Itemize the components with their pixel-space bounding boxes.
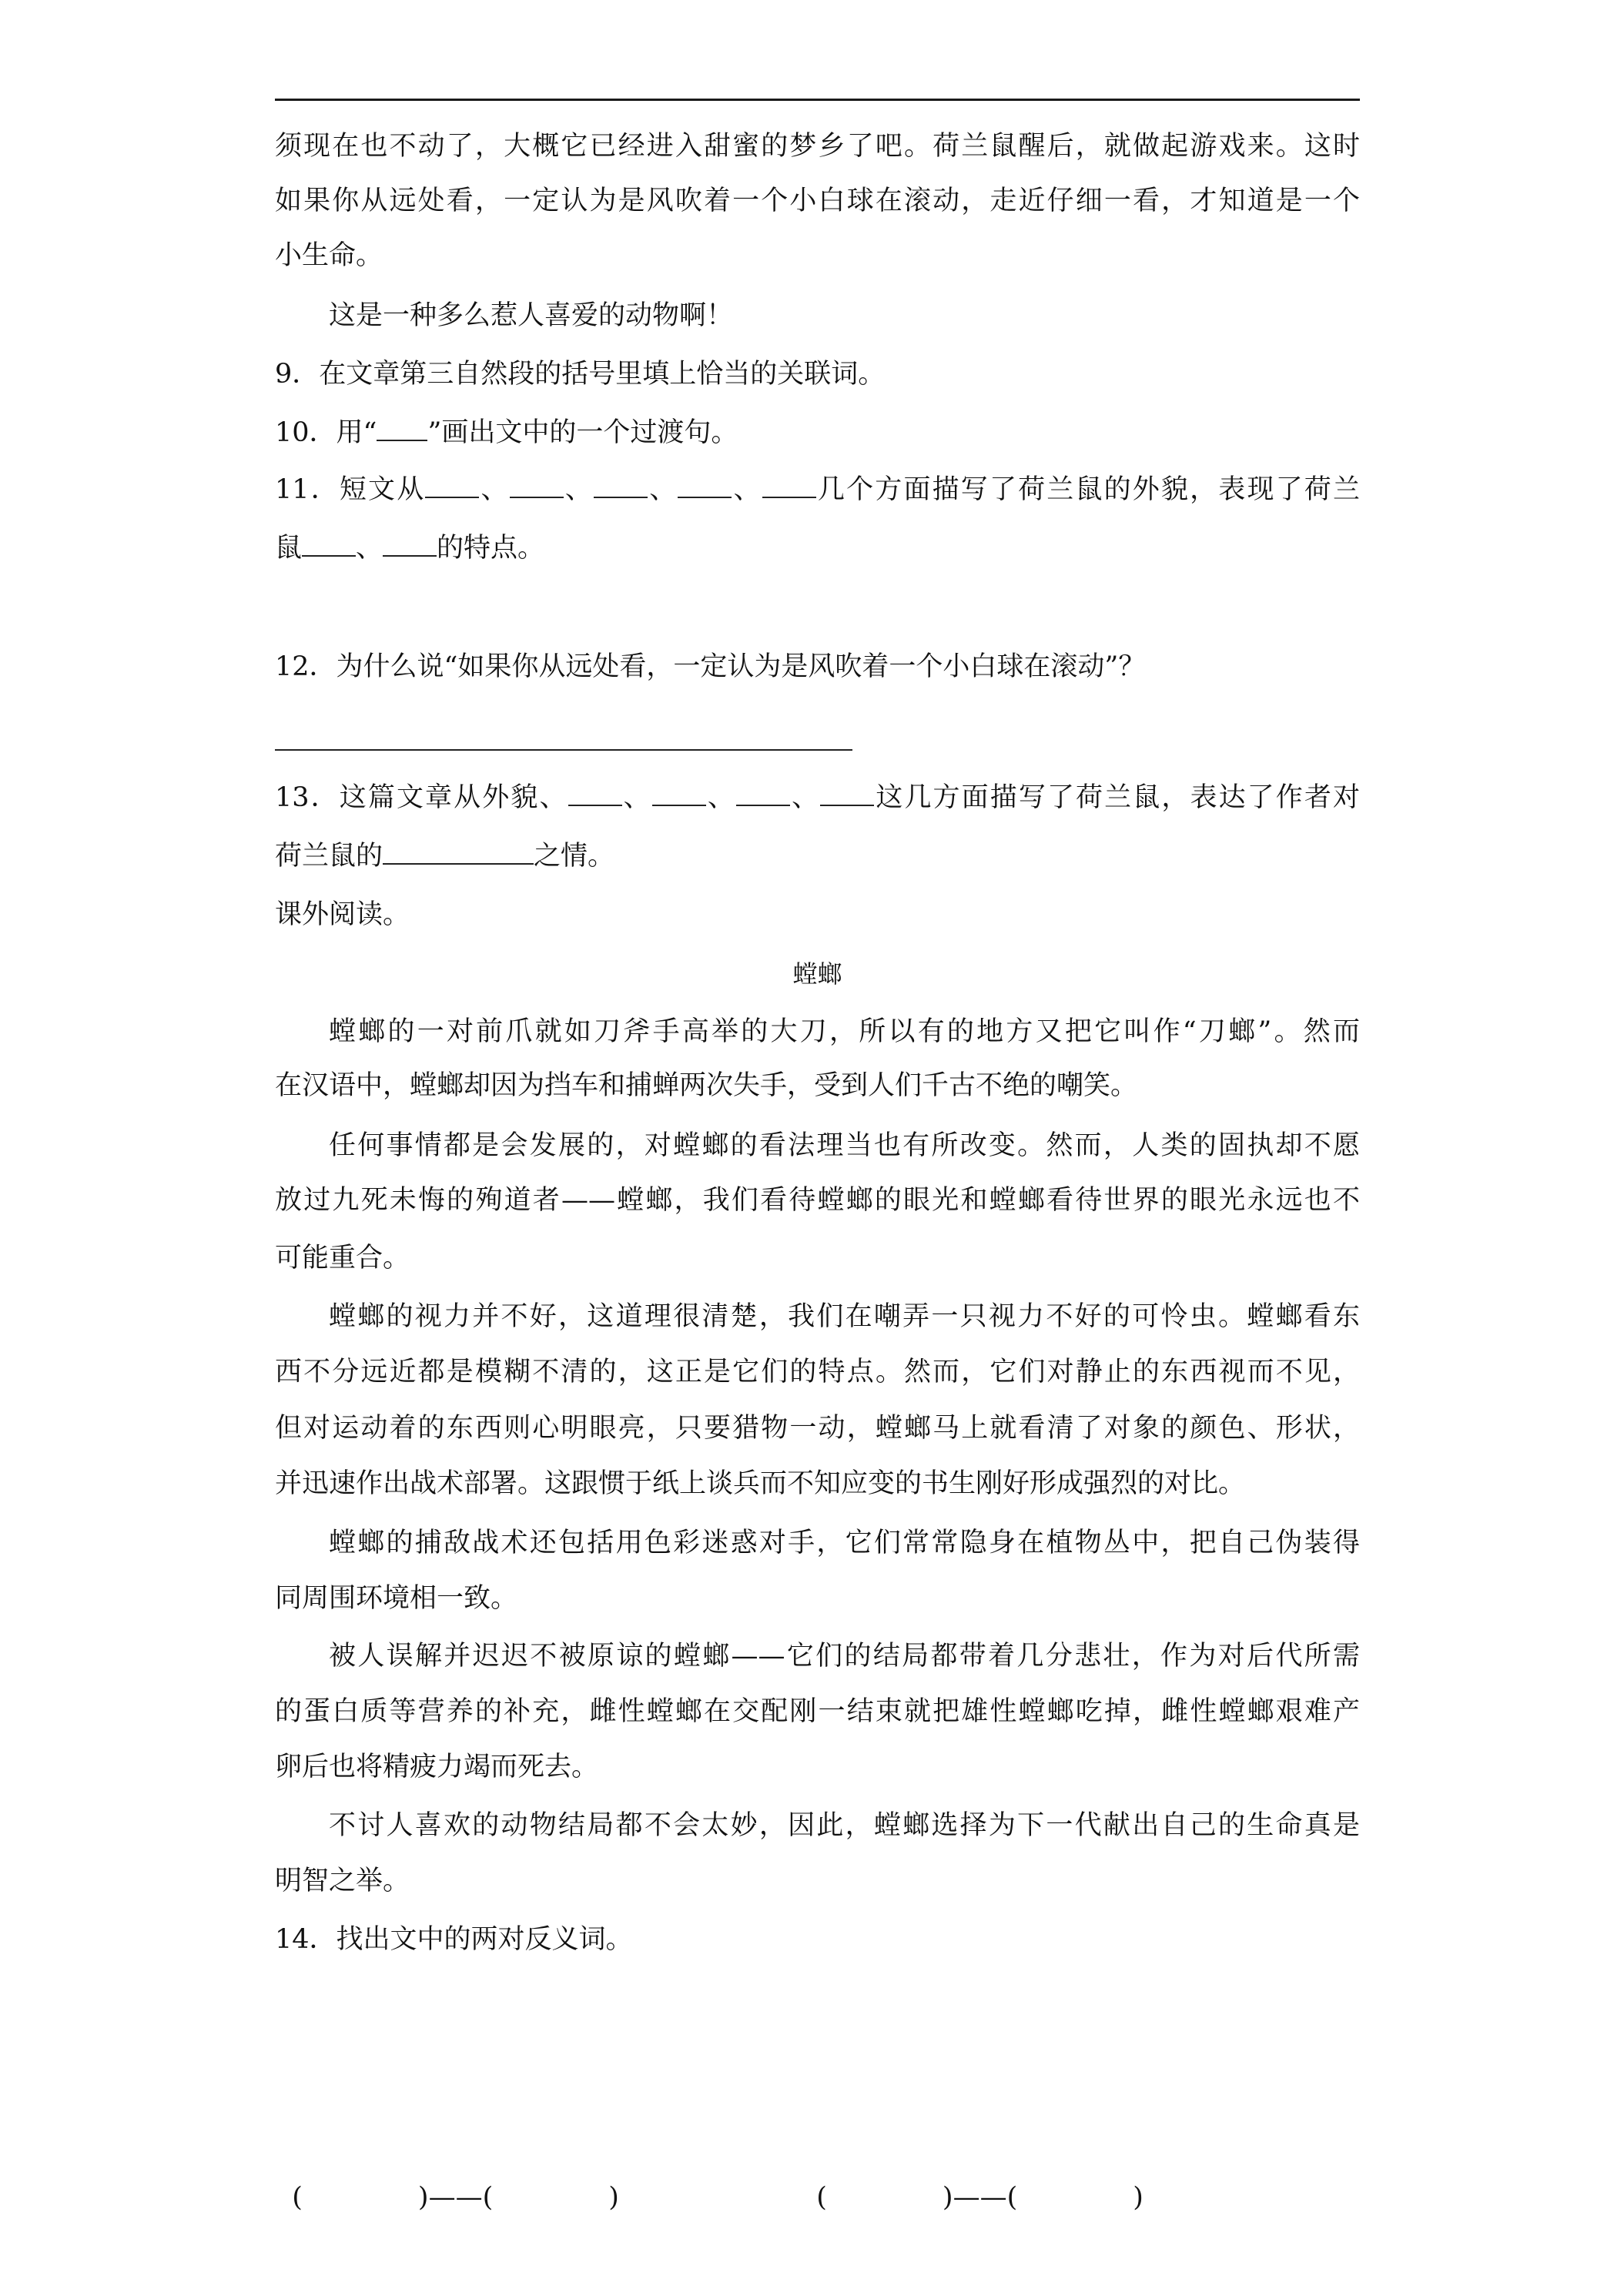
q11-sep: 、	[356, 533, 383, 564]
q13-sep: 、	[621, 782, 652, 813]
q13-sep: 、	[790, 782, 821, 813]
q13-blank-4[interactable]	[820, 782, 874, 806]
q11-suffix: 几个方面描写了荷兰鼠的外貌，表现了荷兰	[815, 474, 1360, 505]
passage2-line: 西不分远近都是模糊不清的，这正是它们的特点。然而，它们对静止的东西视而不见，	[275, 1357, 1360, 1387]
q13-sep: 、	[705, 782, 737, 813]
passage2-line: 明智之举。	[275, 1866, 410, 1896]
passage2-line: 被人误解并迟迟不被原谅的螳螂——它们的结局都带着几分悲壮，作为对后代所需	[329, 1641, 1360, 1672]
q13-blank-5[interactable]	[383, 840, 534, 865]
q11-sep: 、	[732, 474, 762, 505]
q12-answer-line[interactable]	[275, 749, 852, 751]
q11-blank-4[interactable]	[678, 474, 732, 498]
passage2-line: 放过九死未悔的殉道者——螳螂，我们看待螳螂的眼光和螳螂看待世界的眼光永远也不	[275, 1185, 1360, 1216]
antonym-pair-2[interactable]	[799, 2147, 1143, 2214]
q11-blank-7[interactable]	[383, 532, 437, 557]
passage2-title: 螳螂	[792, 959, 842, 989]
q11-blank-2[interactable]	[510, 474, 564, 498]
question-14: 14．找出文中的两对反义词。	[275, 1924, 633, 1955]
q11-sep: 、	[563, 474, 594, 505]
question-11-line-1	[275, 473, 1360, 507]
section-label: 课外阅读。	[275, 899, 410, 930]
q10-prefix: 10．用“	[275, 417, 377, 448]
q11-blank-6[interactable]	[302, 532, 356, 557]
q11-sep: 、	[648, 474, 678, 505]
pair1-close: )	[608, 2182, 619, 2213]
passage2-line: 在汉语中，螳螂却因为挡车和捕蝉两次失手，受到人们千古不绝的嘲笑。	[275, 1070, 1138, 1101]
passage2-line: 的蛋白质等营养的补充，雌性螳螂在交配刚一结束就把雄性螳螂吃掉，雌性螳螂艰难产	[275, 1696, 1360, 1727]
q13-prefix: 13．这篇文章从外貌、	[275, 782, 568, 813]
pair2-close: )	[1133, 2182, 1143, 2213]
passage1-line-1: 须现在也不动了，大概它已经进入甜蜜的梦乡了吧。荷兰鼠醒后，就做起游戏来。这时	[275, 131, 1360, 162]
passage2-line: 螳螂的捕敌战术还包括用色彩迷惑对手，它们常常隐身在植物丛中，把自己伪装得	[329, 1528, 1360, 1558]
q11-blank-3[interactable]	[594, 474, 648, 498]
question-13-line-1	[275, 781, 1360, 815]
passage2-line: 螳螂的视力并不好，这道理很清楚，我们在嘲弄一只视力不好的可怜虫。螳螂看东	[329, 1301, 1360, 1332]
passage2-line: 螳螂的一对前爪就如刀斧手高举的大刀，所以有的地方又把它叫作“刀螂”。然而	[329, 1016, 1360, 1047]
q11-blank-1[interactable]	[425, 474, 479, 498]
q13-blank-1[interactable]	[568, 782, 622, 806]
question-9: 9．在文章第三自然段的括号里填上恰当的关联词。	[275, 359, 886, 390]
pair1-dash: )——(	[417, 2182, 494, 2213]
passage1-line-3: 小生命。	[275, 240, 383, 271]
q11-blank-5[interactable]	[762, 474, 816, 498]
passage2-line: 并迅速作出战术部署。这跟惯于纸上谈兵而不知应变的书生刚好形成强烈的对比。	[275, 1468, 1246, 1499]
passage2-line: 卵后也将精疲力竭而死去。	[275, 1752, 599, 1782]
q13-suffix: 这几方面描写了荷兰鼠，表达了作者对	[874, 782, 1360, 813]
q11-sep: 、	[479, 474, 510, 505]
passage2-line: 不讨人喜欢的动物结局都不会太妙，因此，螳螂选择为下一代献出自己的生命真是	[329, 1810, 1360, 1841]
question-12: 12．为什么说“如果你从远处看，一定认为是风吹着一个小白球在滚动”？	[275, 651, 1146, 682]
passage2-line: 但对运动着的东西则心明眼亮，只要猎物一动，螳螂马上就看清了对象的颜色、形状，	[275, 1413, 1360, 1444]
pair2-dash: )——(	[942, 2182, 1018, 2213]
q13-line2-suffix: 之情。	[534, 841, 615, 872]
q11-prefix: 11．短文从	[275, 474, 426, 505]
passage2-line: 可能重合。	[275, 1243, 410, 1274]
question-13-line-2	[275, 839, 1360, 873]
antonym-pair-1[interactable]	[275, 2147, 619, 2214]
q11-line2-suffix: 的特点。	[437, 533, 545, 564]
q13-line2-prefix: 荷兰鼠的	[275, 841, 383, 872]
q11-line2-prefix: 鼠	[275, 533, 303, 564]
question-11-line-2	[275, 531, 1360, 565]
passage2-line: 同周围环境相一致。	[275, 1583, 518, 1614]
page-top-rule	[275, 99, 1360, 101]
passage1-line-2: 如果你从远处看，一定认为是风吹着一个小白球在滚动，走近仔细一看，才知道是一个	[275, 186, 1360, 216]
q10-blank[interactable]	[377, 417, 427, 441]
passage2-line: 任何事情都是会发展的，对螳螂的看法理当也有所改变。然而，人类的固执却不愿	[329, 1130, 1360, 1161]
pair2-open: (	[816, 2182, 827, 2213]
passage1-closing: 这是一种多么惹人喜爱的动物啊！	[329, 300, 734, 331]
q10-suffix: ”画出文中的一个过渡句。	[427, 417, 738, 448]
q13-blank-2[interactable]	[652, 782, 706, 806]
question-10	[275, 416, 1360, 450]
pair1-open: (	[292, 2182, 303, 2213]
q13-blank-3[interactable]	[736, 782, 790, 806]
